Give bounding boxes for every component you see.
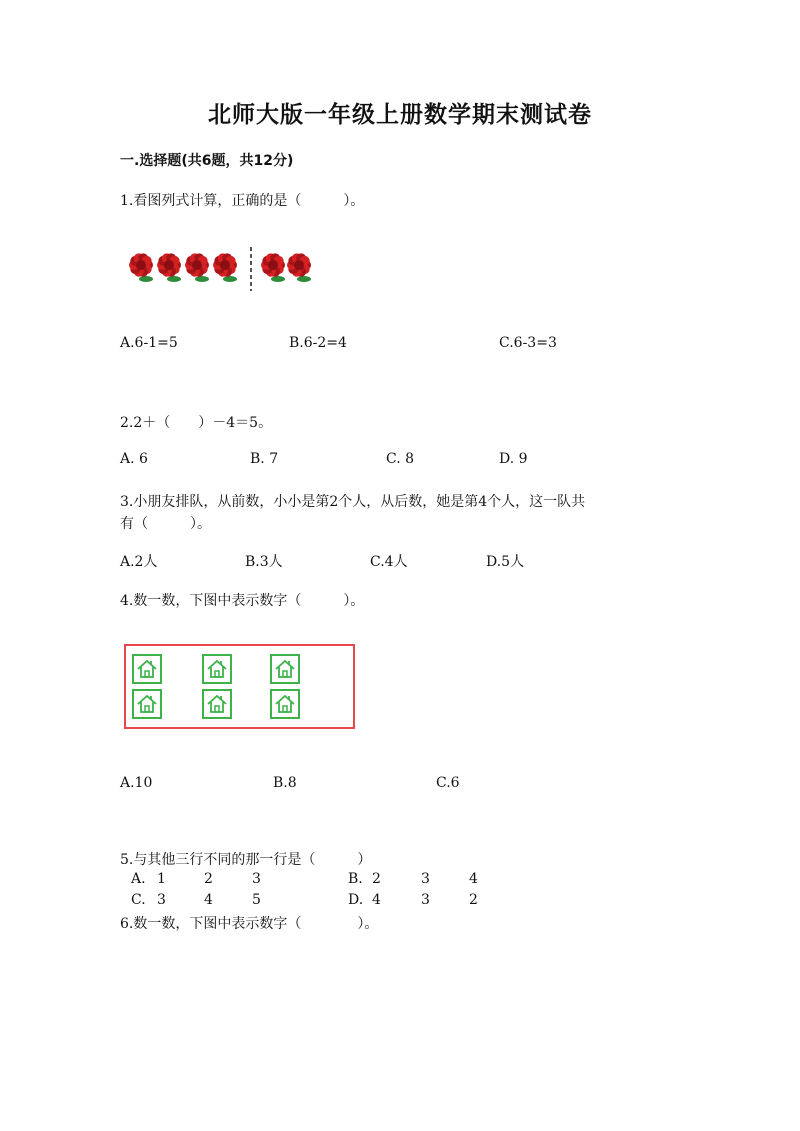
q5-row-b-num-3: 4 xyxy=(469,871,478,887)
q4-option-b: B.8 xyxy=(273,775,297,791)
q5-row-a-label: A. xyxy=(131,871,146,887)
question-5-text: 5.与其他三行不同的那一行是（ ） xyxy=(120,852,372,868)
flower-icon xyxy=(157,253,181,282)
flower-icon xyxy=(287,253,311,282)
house-icon xyxy=(270,689,300,719)
q1-option-c: C.6-3=3 xyxy=(499,335,557,351)
question-2-text: 2.2＋（ ）－4＝5。 xyxy=(120,415,273,431)
question-4-text: 4.数一数，下图中表示数字（ ）。 xyxy=(120,593,365,609)
house-icons-image xyxy=(124,644,355,729)
q2-option-d: D. 9 xyxy=(499,451,528,467)
q2-option-a: A. 6 xyxy=(120,451,148,467)
flower-icon xyxy=(185,253,209,282)
q5-row-a-num-1: 1 xyxy=(157,871,166,887)
page-title: 北师大版一年级上册数学期末测试卷 xyxy=(208,102,592,128)
question-6-text: 6.数一数，下图中表示数字（ ）。 xyxy=(120,916,379,932)
q4-option-c: C.6 xyxy=(436,775,460,791)
q5-row-b-label: B. xyxy=(348,871,363,887)
q5-row-b-num-2: 3 xyxy=(421,871,430,887)
q5-row-c-num-2: 4 xyxy=(204,892,213,908)
q1-option-b: B.6-2=4 xyxy=(289,335,347,351)
q1-option-a: A.6-1=5 xyxy=(120,335,178,351)
q4-option-a: A.10 xyxy=(120,775,153,791)
flower-icons-image xyxy=(121,241,326,293)
q5-row-c-label: C. xyxy=(131,892,146,908)
q5-row-d-num-3: 2 xyxy=(469,892,478,908)
q5-row-d-num-1: 4 xyxy=(372,892,381,908)
flower-icon xyxy=(261,253,285,282)
q5-row-a-num-3: 3 xyxy=(252,871,261,887)
q3-option-c: C.4人 xyxy=(370,554,408,570)
question-1-text: 1.看图列式计算，正确的是（ ）。 xyxy=(120,193,365,209)
q3-option-d: D.5人 xyxy=(486,554,525,570)
q5-row-b-num-1: 2 xyxy=(372,871,381,887)
q5-row-d-num-2: 3 xyxy=(421,892,430,908)
flower-icon xyxy=(129,253,153,282)
flower-icon xyxy=(213,253,237,282)
q2-option-c: C. 8 xyxy=(386,451,415,467)
house-icon xyxy=(202,654,232,684)
question-3-line-1: 3.小朋友排队，从前数，小小是第2个人，从后数，她是第4个人，这一队共 xyxy=(120,494,586,510)
q2-option-b: B. 7 xyxy=(250,451,279,467)
q3-option-b: B.3人 xyxy=(245,554,283,570)
house-icon xyxy=(132,654,162,684)
q5-row-d-label: D. xyxy=(348,892,364,908)
house-icon xyxy=(132,689,162,719)
q5-row-a-num-2: 2 xyxy=(204,871,213,887)
q5-row-c-num-3: 5 xyxy=(252,892,261,908)
house-icon xyxy=(202,689,232,719)
question-3-line-2: 有（ ）。 xyxy=(120,516,211,532)
q5-row-c-num-1: 3 xyxy=(157,892,166,908)
house-icon xyxy=(270,654,300,684)
section-heading: 一.选择题(共6题，共12分) xyxy=(120,153,294,169)
q3-option-a: A.2人 xyxy=(120,554,158,570)
